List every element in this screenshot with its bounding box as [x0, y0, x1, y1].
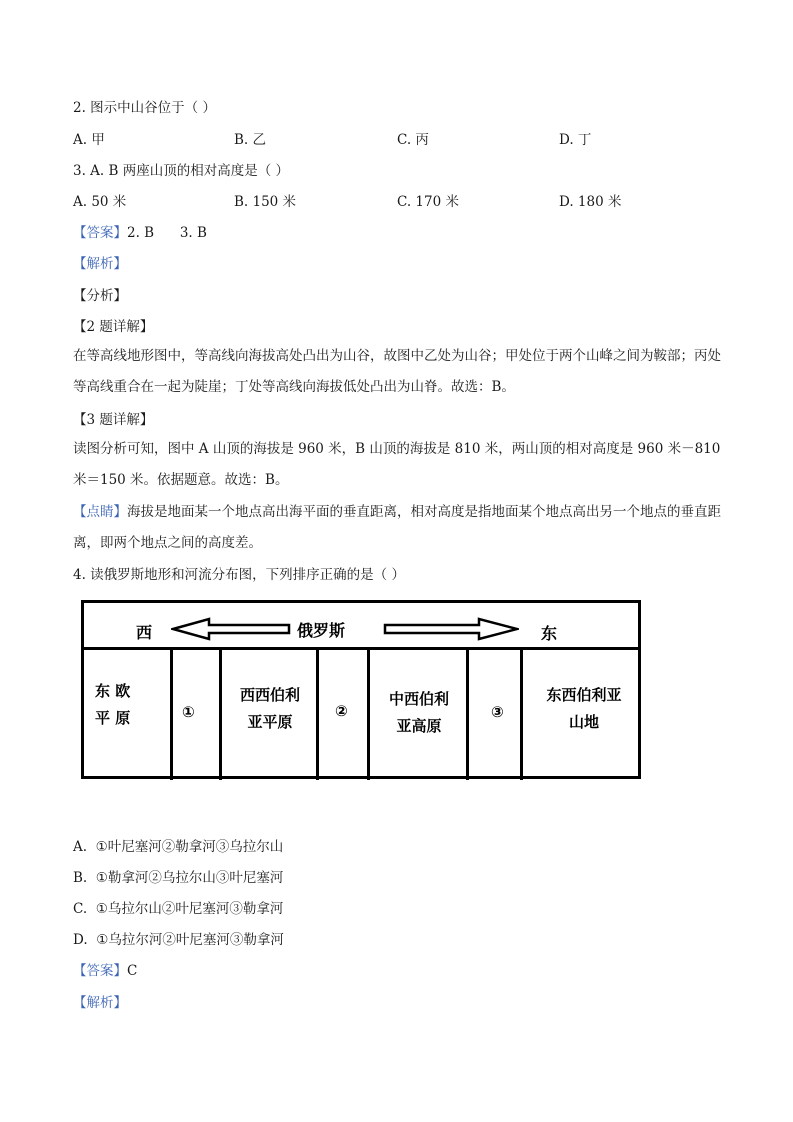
q3-stem: 3. A. B 两座山顶的相对高度是（ ）	[73, 163, 290, 179]
q3-option-b: B. 150 米	[234, 194, 297, 210]
marker-2: ②	[335, 702, 348, 720]
region-7-line-2: 山地	[568, 713, 599, 731]
divider-1	[170, 648, 173, 780]
q3-option-d: D. 180 米	[559, 194, 622, 210]
detail3-title: 【3 题详解】	[73, 412, 154, 428]
q4-option-c: C. ①乌拉尔山②叶尼塞河③勒拿河	[73, 901, 284, 917]
answer2-text: C	[127, 963, 138, 979]
answer-tag: 【答案】	[73, 225, 127, 241]
q2-option-d: D. 丁	[559, 132, 592, 148]
west-arrow-icon	[171, 617, 291, 641]
diagram-header-divider	[81, 647, 641, 650]
detail2-text: 在等高线地形图中，等高线向海拔高处凸出为山谷，故图中乙处为山谷；甲处位于两个山峰之间为鞍部；丙处等高线重合在一起为陡崖；丁处等高线向海拔低处凸出为山脊。故选：B。	[73, 348, 721, 395]
divider-5	[466, 648, 469, 780]
answer2-tag: 【答案】	[73, 963, 127, 979]
region-1-line-2: 平 原	[95, 709, 131, 727]
dianjing-block	[73, 497, 723, 559]
q3-option-c: C. 170 米	[397, 194, 459, 210]
region-east-siberian-mountains	[530, 682, 638, 736]
q4-option-a: A. ①叶尼塞河②勒拿河③乌拉尔山	[73, 839, 284, 855]
region-7-line-1: 东西伯利亚	[546, 686, 622, 704]
russia-label: 俄罗斯	[297, 621, 346, 640]
marker-1: ①	[182, 703, 195, 721]
region-5-line-2: 亚高原	[396, 717, 442, 735]
fenxi-heading: 【分析】	[73, 288, 127, 304]
region-central-siberian-plateau	[379, 686, 459, 740]
region-1-line-1: 东 欧	[95, 682, 131, 700]
answer-line-1	[73, 224, 207, 242]
east-label: 东	[541, 624, 558, 643]
q2-option-c: C. 丙	[397, 132, 429, 148]
divider-2	[219, 648, 222, 780]
divider-6	[520, 648, 523, 780]
detail3-text: 读图分析可知，图中 A 山顶的海拔是 960 米，B 山顶的海拔是 810 米，两山顶的相对高度是 960 米－810 米＝150 米。依据题意。故选：B。	[73, 441, 721, 488]
region-3-line-2: 亚平原	[247, 713, 293, 731]
divider-3	[316, 648, 319, 780]
answer-text: 2. B 3. B	[127, 225, 207, 241]
russia-terrain-diagram	[81, 600, 641, 780]
region-3-line-1: 西西伯利	[239, 686, 300, 704]
east-arrow-icon	[383, 617, 519, 641]
detail2-title: 【2 题详解】	[73, 319, 154, 335]
region-west-siberian-plain	[231, 682, 309, 736]
q4-stem: 4. 读俄罗斯地形和河流分布图，下列排序正确的是（ ）	[73, 567, 405, 583]
q2-option-b: B. 乙	[234, 132, 267, 148]
answer-line-2	[73, 962, 137, 980]
analysis-tag-1: 【解析】	[73, 256, 127, 272]
region-east-europe-plain	[95, 678, 130, 732]
west-label: 西	[136, 623, 153, 642]
divider-4	[367, 648, 370, 780]
q3-option-a: A. 50 米	[73, 194, 127, 210]
dianjing-tag: 【点睛】	[73, 504, 127, 520]
q2-stem: 2. 图示中山谷位于（ ）	[73, 100, 216, 116]
analysis-tag-2: 【解析】	[73, 995, 127, 1011]
dianjing-text: 海拔是地面某一个地点高出海平面的垂直距离，相对高度是指地面某个地点高出另一个地点的垂直距离，即两个地点之间的高度差。	[73, 504, 721, 551]
q4-option-b: B. ①勒拿河②乌拉尔山③叶尼塞河	[73, 870, 284, 886]
region-5-line-1: 中西伯利	[388, 690, 449, 708]
q4-option-d: D. ①乌拉尔河②叶尼塞河③勒拿河	[73, 932, 284, 948]
marker-3: ③	[491, 703, 504, 721]
q2-option-a: A. 甲	[73, 132, 105, 148]
